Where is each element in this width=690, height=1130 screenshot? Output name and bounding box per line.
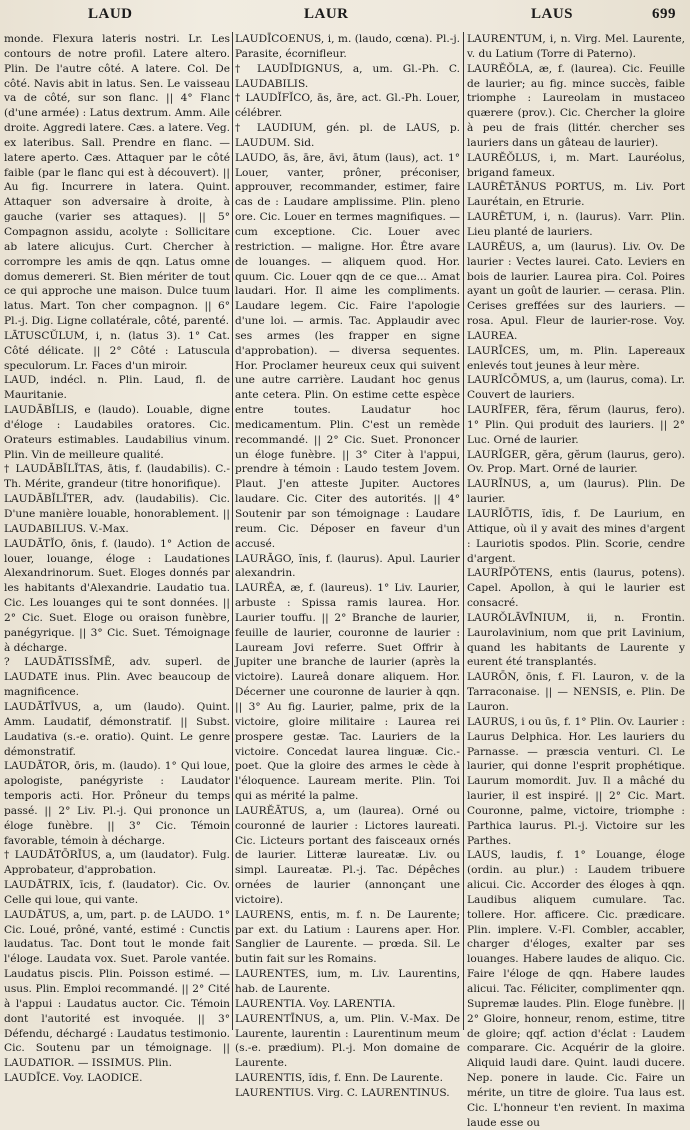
dictionary-entry: LAUDĀTRIX, īcis, f. (laudator). Cic. Ov. Celle qui loue, qui vante. (4, 879, 230, 906)
dictionary-entry: LAURĬPŎTENS, entis (laurus, potens). Capel. Apollon, à qui le laurier est consacré. (467, 567, 685, 610)
dictionary-entry: LAURĬŌTIS, ĭdis, f. De Laurium, en Attique, où il y avait des mines d'argent : Lauriotis spodos. Plin. Scorie, cendre d'argent. (467, 508, 685, 565)
dictionary-entry: LAURĔĀTUS, a, um (laurea). Orné ou couronné de laurier : Lictores laureati. Cic. Licteurs portant des faisceaux ornés de laurier. Litteræ laureatæ. Liv. ou simpl. Laureatæ. Pl.-j. Tac. Dépêches ornées de laurier (annonçant une victoire). (235, 804, 460, 906)
dictionary-entry: LAURĀGO, ĭnis, f. (laurus). Apul. Laurier alexandrin. (235, 552, 460, 580)
dictionary-entry: † LAUDIUM, gén. pl. de LAUS, p. LAUDUM. Sid. (235, 122, 460, 149)
header-right-guideword: LAUS (531, 6, 574, 22)
dictionary-entry: monde. Flexura lateris nostri. Lr. Les contours de notre profil. Latere altero. Plin. De l'autre côté. A latere. Col. De côté. Navis abit in latus. Sen. Le vaisseau va de côté, sur son flanc. || 4° Flanc (d'une armée) : Latus dextrum. Amm. Aile droite. Aggredi latere. Cæs. a latere. Veg. ex lateribus. Sall. Prendre en flanc. — latere aperto. Cæs. Attaquer par le côté faible (par le flanc qui est à découvert). || Au fig. Incurrere in latera. Quint. Attaquer son adversaire à droite, à gauche (varier ses attaques). || 5° Compagnon assidu, acolyte : Sollicitare ab latere alicujus. Curt. Chercher à corrompre les amis de qqn. Latus omne domus demereri. St. Bien mériter de tout ce qui approche une maison. Dulce tuum latus. Mart. Ton cher compagnon. || 6° Pl.-j. Dig. Ligne collatérale, côté, parenté. (4, 33, 230, 328)
dictionary-entry: LAUDĀBĬLĬTER, adv. (laudabilis). Cic. D'une manière louable, honorablement. || LAUDABILIUS. V.-Max. (4, 493, 230, 535)
dictionary-entry: LAUDĪCE. Voy. LAODICE. (4, 1072, 143, 1085)
dictionary-entry: LAURĬCŌMUS, a, um (laurus, coma). Lr. Couvert de lauriers. (467, 374, 685, 402)
dictionary-entry: ? LAUDĀTISSĬMĒ, adv. superl. de LAUDATE inus. Plin. Avec beaucoup de magnificence. (4, 656, 230, 699)
dictionary-entry: LĀTUSCŬLUM, i, n. (latus 3). 1° Cat. Côté délicate. || 2° Côté : Latuscula speculorum. Lr. Faces d'un miroir. (4, 329, 230, 372)
dictionary-entry: LAURĪNUS, a, um (laurus). Plin. De laurier. (467, 478, 685, 506)
column-1 (4, 32, 230, 1085)
dictionary-entry: LAUDĀTOR, ōris, m. (laudo). 1° Qui loue, apologiste, panégyriste : Laudator temporis acti. Hor. Prôneur du temps passé. || 2° Liv. Pl.-j. Qui prononce un éloge funèbre. || 3° Cic. Témoin favorable, témoin à décharge. (4, 760, 230, 847)
dictionary-entry: LAURENTIUS. Virg. C. LAURENTINUS. (235, 1086, 450, 1099)
dictionary-entry: LAURENS, entis, m. f. n. De Laurente; par ext. du Latium : Laurens aper. Hor. Sanglier de Laurente. — prœda. Sil. Le butin fait sur les Romains. (235, 908, 460, 966)
dictionary-entry: † LAUDĀTŌRĬUS, a, um (laudator). Fulg. Approbateur, d'approbation. (4, 849, 230, 877)
dictionary-entry: LAUS, laudis, f. 1° Louange, éloge (ordin. au plur.) : Laudem tribuere alicui. Cic. Accorder des éloges à qqn. Laudibus aliquem cumulare. Tac. tollere. Hor. afficere. Cic. prædicare. Plin. implere. V.-Fl. Combler, accabler, charger d'éloges, exalter par ses louanges. Habere laudes de aliquo. Cic. Faire l'éloge de qqn. Habere laudes alicui. Tac. Féliciter, complimenter qqn. Supremæ laudes. Plin. Eloge funèbre. || 2° Gloire, honneur, renom, estime, titre de gloire; qqf. action d'éclat : Laudem comparare. Cic. Acquérir de la gloire. Aliquid laudi dare. Quint. laudi ducere. Nep. ponere in laude. Cic. Faire un mérite, un titre de gloire. Tua laus est. Cic. L'honneur t'en revient. In maxima laude esse ou (467, 849, 685, 1129)
dictionary-entry: LAURĔUS, a, um (laurus). Liv. Ov. De laurier : Vectes laurei. Cato. Leviers en bois de laurier. Laurea pira. Col. Poires ayant un goût de laurier. — cerasa. Plin. Cerises greffées sur des lauriers. — rosa. Apul. Fleur de laurier-rose. Voy. LAUREA. (467, 240, 685, 342)
header-left-guideword: LAUD (88, 6, 133, 22)
dictionary-entry: LAURĔŎLA, æ, f. (laurea). Cic. Feuille de laurier; au fig. mince succès, faible triomphe : Laureolam in mustaceo quærere (prov.). Cic. Chercher la gloire à peu de frais (littér. chercher ses lauriers dans un gâteau de laurier). (467, 62, 685, 149)
dictionary-entry: LAUDĪCOENUS, i, m. (laudo, cœna). Pl.-j. Parasite, écornifleur. (235, 33, 460, 60)
column-rule-2 (463, 32, 464, 1030)
dictionary-entry: LAURENTES, ium, m. Liv. Laurentins, hab. de Laurente. (235, 968, 460, 995)
column-3 (467, 32, 685, 1129)
dictionary-entry: LAURĔA, æ, f. (laureus). 1° Liv. Laurier, arbuste : Spissa ramis laurea. Hor. Laurier touffu. || 2° Branche de laurier, feuille de laurier, couronne de laurier : Lauream Jovi referre. Suet Offrir à Jupiter une branche de laurier (après la victoire). Laureâ donare aliquem. Hor. Décerner une couronne de laurier à qqn. || 3° Au fig. Laurier, palme, prix de la victoire, gloire militaire : Laurea rei prospere gestæ. Tac. Lauriers de la victoire. Concedat laurea linguæ. Cic.-poet. Que la gloire des armes le cède à l'éloquence. Lauream merite. Plin. Toi qui as mérité la palme. (235, 582, 460, 803)
column-rule-1 (232, 32, 233, 1030)
dictionary-entry: LAURĬFER, fĕra, fĕrum (laurus, fero). 1° Plin. Qui produit des lauriers. || 2° Luc. Orné de laurier. (467, 404, 685, 446)
dictionary-entry: LAUDĀTĬO, ōnis, f. (laudo). 1° Action de louer, louange, éloge : Laudationes Alexandrinorum. Suet. Eloges donnés par les habitants d'Alexandrie. Laudatio tua. Cic. Les louanges qui te sont données. || 2° Cic. Suet. Eloge ou oraison funèbre, panégyrique. || 3° Cic. Suet. Témoignage à décharge. (4, 537, 230, 654)
dictionary-entry: LAURENTIA. Voy. LARENTIA. (235, 997, 396, 1010)
dictionary-entry: LAURENTĪNUS, a, um. Plin. V.-Max. De Laurente, laurentin : Laurentinum meum (s.-e. prædium). Pl.-j. Mon domaine de Laurente. (235, 1012, 460, 1070)
dictionary-entry: † LAUDĪDIGNUS, a, um. Gl.-Ph. C. LAUDABILIS. (235, 62, 460, 90)
dictionary-entry: LAURĬGER, gĕra, gĕrum (laurus, gero). Ov. Prop. Mart. Orné de laurier. (467, 448, 685, 476)
dictionary-entry: LAURŎLĀVĪNIUM, ii, n. Frontin. Laurolavinium, nom que prit Lavinium, quand les habitants de Laurente y eurent été transplantés. (467, 611, 685, 669)
running-header (0, 6, 690, 28)
dictionary-entry: † LAUDĀBĬLĬTAS, ātis, f. (laudabilis). C.-Th. Mérite, grandeur (titre honorifique). (4, 463, 230, 491)
dictionary-entry: LAURŌN, ōnis, f. Fl. Lauron, v. de la Tarraconaise. || — NENSIS, e. Plin. De Lauron. (467, 671, 685, 713)
dictionary-entry: LAURĒTĀNUS PORTUS, m. Liv. Port Laurétain, en Etrurie. (467, 181, 685, 209)
dictionary-entry: LAURENTIS, ĭdis, f. Enn. De Laurente. (235, 1072, 443, 1085)
dictionary-entry: LAURĪCES, um, m. Plin. Lapereaux enlevés tout jeunes à leur mère. (467, 344, 685, 372)
dictionary-entry: LAURĒTUM, i, n. (laurus). Varr. Plin. Lieu planté de lauriers. (467, 211, 685, 238)
dictionary-entry: LAUDĀTĪVUS, a, um (laudo). Quint. Amm. Laudatif, démonstratif. || Subst. Laudativa (s.-e. oratio). Quint. Le genre démonstratif. (4, 700, 230, 758)
column-2 (235, 32, 460, 1099)
dictionary-entry: LAURĔŎLUS, i, m. Mart. Lauréolus, brigand fameux. (467, 151, 685, 179)
header-center-guideword: LAUR (304, 6, 349, 22)
page-number: 699 (652, 6, 676, 22)
dictionary-entry: LAUDO, ās, āre, āvi, ātum (laus), act. 1° Louer, vanter, prôner, préconiser, approuver, recommander, estimer, faire cas de : Laudare amplissime. Plin. pleno ore. Cic. Louer en termes magnifiques. — cum exceptione. Cic. Louer avec restriction. — maligne. Hor. Être avare de louanges. — aliquem quod. Hor. quum. Cic. Louer qqn de ce que... Amat laudari. Hor. Il aime les compliments. Laudare legem. Cic. Faire l'apologie d'une loi. — armis. Tac. Applaudir avec ses armes (les frapper en signe d'approbation). — diversa sequentes. Hor. Proclamer heureux ceux qui suivent une autre carrière. Laudant hoc genus ante cetera. Plin. On estime cette espèce entre toutes. Laudatur hoc medicamentum. Plin. C'est un remède recommandé. || 2° Cic. Suet. Prononcer un éloge funèbre. || 3° Citer à l'appui, prendre à témoin : Laudo testem Jovem. Plaut. J'en atteste Jupiter. Auctores laudare. Cic. Citer des autorités. || 4° Soutenir par son témoignage : Laudare reum. Cic. Déposer en faveur d'un accusé. (235, 151, 460, 550)
dictionary-entry: LAUDĀBĬLIS, e (laudo). Louable, digne d'éloge : Laudabiles oratores. Cic. Orateurs estimables. Laudabilius vinum. Plin. Vin de meilleure qualité. (4, 404, 230, 461)
dictionary-entry: LAURUS, i ou ūs, f. 1° Plin. Ov. Laurier : Laurus Delphica. Hor. Les lauriers du Parnasse. — præscia venturi. Cl. Le laurier, qui donne l'esprit prophétique. Laurum momordit. Juv. Il a mâché du laurier, il est inspiré. || 2° Cic. Mart. Couronne, palme, victoire, triomphe : Parthica laurus. Pl.-j. Victoire sur les Parthes. (467, 715, 685, 847)
dictionary-entry: LAUDĀTUS, a, um, part. p. de LAUDO. 1° Cic. Loué, prôné, vanté, estimé : Cunctis laudatus. Tac. Dont tout le monde fait l'éloge. Laudata vox. Suet. Parole vantée. Laudatus piscis. Plin. Poisson estimé. — usus. Plin. Emploi recommandé. || 2° Cité à l'appui : Laudatus auctor. Cic. Témoin dont l'autorité est invoquée. || 3° Défendu, déchargé : Laudatus testimonio. Cic. Soutenu par un témoignage. || LAUDATIOR. — ISSIMUS. Plin. (4, 908, 230, 1070)
dictionary-entry: LAUD, indécl. n. Plin. Laud, fl. de Mauritanie. (4, 374, 230, 402)
dictionary-entry: † LAUDĬFĬCO, ās, āre, act. Gl.-Ph. Louer, célébrer. (235, 92, 460, 120)
dictionary-entry: LAURENTUM, i, n. Virg. Mel. Laurente, v. du Latium (Torre di Paterno). (467, 33, 685, 60)
